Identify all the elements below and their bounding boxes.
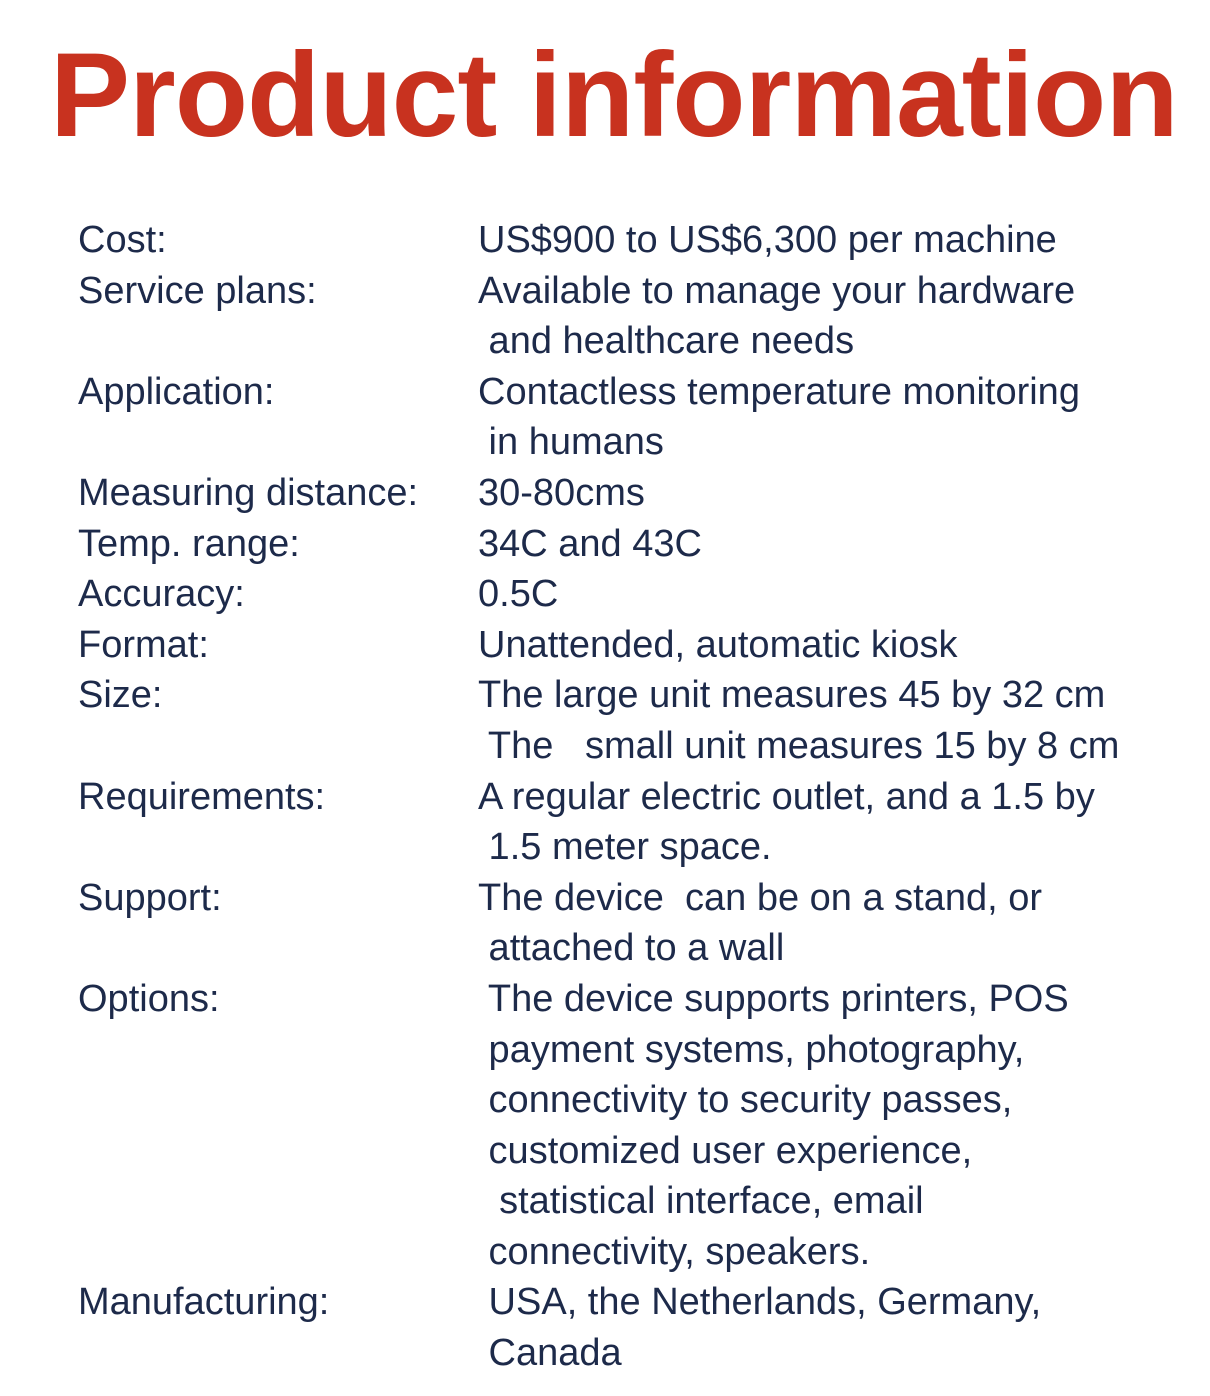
spec-value-line: customized user experience, — [478, 1129, 973, 1172]
spec-row-accuracy — [78, 569, 1188, 620]
spec-value — [478, 569, 1188, 620]
spec-row-cost — [78, 215, 1188, 266]
spec-label: Measuring distance: — [78, 471, 419, 514]
spec-value-line: in humans — [478, 421, 664, 464]
spec-value-line: The device supports printers, POS — [478, 977, 1069, 1020]
spec-row-measuring-distance — [78, 468, 1188, 519]
spec-label: Options: — [78, 977, 220, 1020]
spec-value-line: 30-80cms — [478, 471, 645, 514]
spec-label: Support: — [78, 876, 222, 919]
spec-list — [78, 215, 1188, 1379]
spec-value-line: 0.5C — [478, 573, 559, 616]
spec-value — [478, 367, 1188, 468]
spec-value-line: statistical interface, email — [478, 1180, 924, 1223]
spec-value-line: attached to a wall — [478, 927, 785, 970]
spec-value-line: Available to manage your hardware — [478, 269, 1076, 312]
spec-value-line: The device can be on a stand, or — [478, 876, 1043, 919]
spec-label: Manufacturing: — [78, 1281, 330, 1324]
spec-value — [478, 519, 1188, 570]
spec-row-manufacturing — [78, 1277, 1188, 1378]
spec-label: Accuracy: — [78, 573, 245, 616]
spec-value — [478, 670, 1188, 771]
spec-value-line: US$900 to US$6,300 per machine — [478, 219, 1057, 261]
spec-value-line: connectivity to security passes, — [478, 1079, 1013, 1122]
spec-value — [478, 620, 1188, 671]
spec-value-line: Contactless temperature monitoring — [478, 370, 1080, 413]
spec-row-format — [78, 620, 1188, 671]
spec-value — [478, 468, 1188, 519]
spec-value — [478, 215, 1188, 266]
spec-value-line: USA, the Netherlands, Germany, — [478, 1281, 1042, 1324]
spec-value-line: and healthcare needs — [478, 320, 855, 363]
spec-row-application — [78, 367, 1188, 468]
spec-value — [478, 772, 1188, 873]
spec-label: Application: — [78, 370, 275, 413]
spec-row-size — [78, 670, 1188, 771]
spec-label: Temp. range: — [78, 522, 300, 565]
spec-value-line: connectivity, speakers. — [478, 1230, 871, 1273]
spec-label: Service plans: — [78, 269, 317, 312]
spec-value-line: 1.5 meter space. — [478, 826, 772, 869]
spec-value-line: A regular electric outlet, and a 1.5 by — [478, 775, 1095, 818]
page-title: Product information — [50, 28, 1178, 162]
spec-value-line: The small unit measures 15 by 8 cm — [478, 724, 1120, 767]
spec-value-line: Canada — [478, 1332, 622, 1375]
spec-row-support — [78, 873, 1188, 974]
spec-row-options — [78, 974, 1188, 1278]
spec-label: Cost: — [78, 219, 167, 261]
spec-value — [478, 873, 1188, 974]
spec-value — [478, 266, 1188, 367]
spec-value-line: 34C and 43C — [478, 522, 702, 565]
spec-value-line: Unattended, automatic kiosk — [478, 623, 958, 666]
spec-row-requirements — [78, 772, 1188, 873]
spec-value-line: payment systems, photography, — [478, 1028, 1025, 1071]
spec-value — [478, 1277, 1188, 1378]
spec-row-temp-range — [78, 519, 1188, 570]
spec-label: Format: — [78, 623, 209, 666]
spec-label: Size: — [78, 674, 163, 717]
spec-label: Requirements: — [78, 775, 326, 818]
spec-value-line: The large unit measures 45 by 32 cm — [478, 674, 1106, 717]
spec-row-service-plans — [78, 266, 1188, 367]
spec-value — [478, 974, 1188, 1278]
